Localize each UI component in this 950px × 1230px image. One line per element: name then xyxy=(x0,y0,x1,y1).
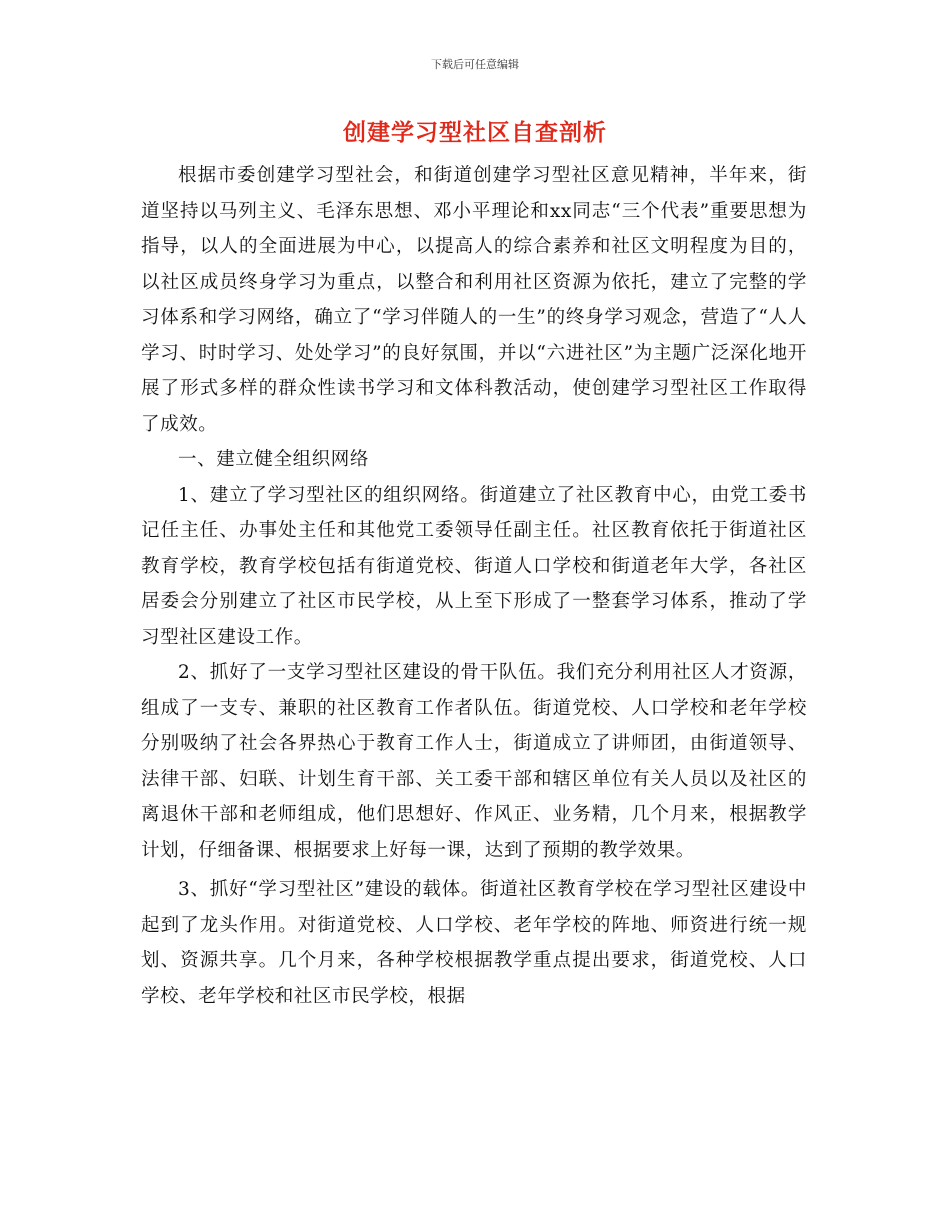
header-note: 下载后可任意编辑 xyxy=(431,58,519,71)
section-heading: 一、建立健全组织网络 xyxy=(178,449,370,470)
paragraph-item-3: 3、抓好“学习型社区”建设的载体。街道社区教育学校在学习型社区建设中起到了龙头作用。对街道党校、人口学校、老年学校的阵地、师资进行统一规划、资源共享。几个月来，各种学校根据教学重点提出要求，街道党校、人口学校、老年学校和社区市民学校，根据 xyxy=(141,879,807,1007)
paragraph-item-1: 1、建立了学习型社区的组织网络。街道建立了社区教育中心，由党工委书记任主任、办事处主任和其他党工委领导任副主任。社区教育依托于街道社区教育学校，教育学校包括有街道党校、街道人口学校和街道老年大学，各社区居委会分别建立了社区市民学校，从上至下形成了一整套学习体系，推动了学习型社区建设工作。 xyxy=(141,484,807,648)
paragraph-intro: 根据市委创建学习型社会，和街道创建学习型社区意见精神，半年来，街道坚持以马列主义、毛泽东思想、邓小平理论和xx同志“三个代表”重要思想为指导，以人的全面进展为中心，以提高人的综合素养和社区文明程度为目的，以社区成员终身学习为重点，以整合和利用社区资源为依托，建立了完整的学习体系和学习网络，确立了“学习伴随人的一生”的终身学习观念，营造了“人人学习、时时学习、处处学习”的良好氛围，并以“六进社区”为主题广泛深化地开展了形式多样的群众性读书学习和文体科教活动，使创建学习型社区工作取得了成效。 xyxy=(141,165,807,435)
paragraph-item-2: 2、抓好了一支学习型社区建设的骨干队伍。我们充分利用社区人才资源，组成了一支专、兼职的社区教育工作者队伍。街道党校、人口学校和老年学校分别吸纳了社会各界热心于教育工作人士，街道成立了讲师团，由街道领导、法律干部、妇联、计划生育干部、关工委干部和辖区单位有关人员以及社区的离退休干部和老师组成，他们思想好、作风正、业务精，几个月来，根据教学计划，仔细备课、根据要求上好每一课，达到了预期的教学效果。 xyxy=(141,662,807,861)
document-title: 创建学习型社区自查剖析 xyxy=(343,119,607,146)
document-body xyxy=(141,158,807,1014)
